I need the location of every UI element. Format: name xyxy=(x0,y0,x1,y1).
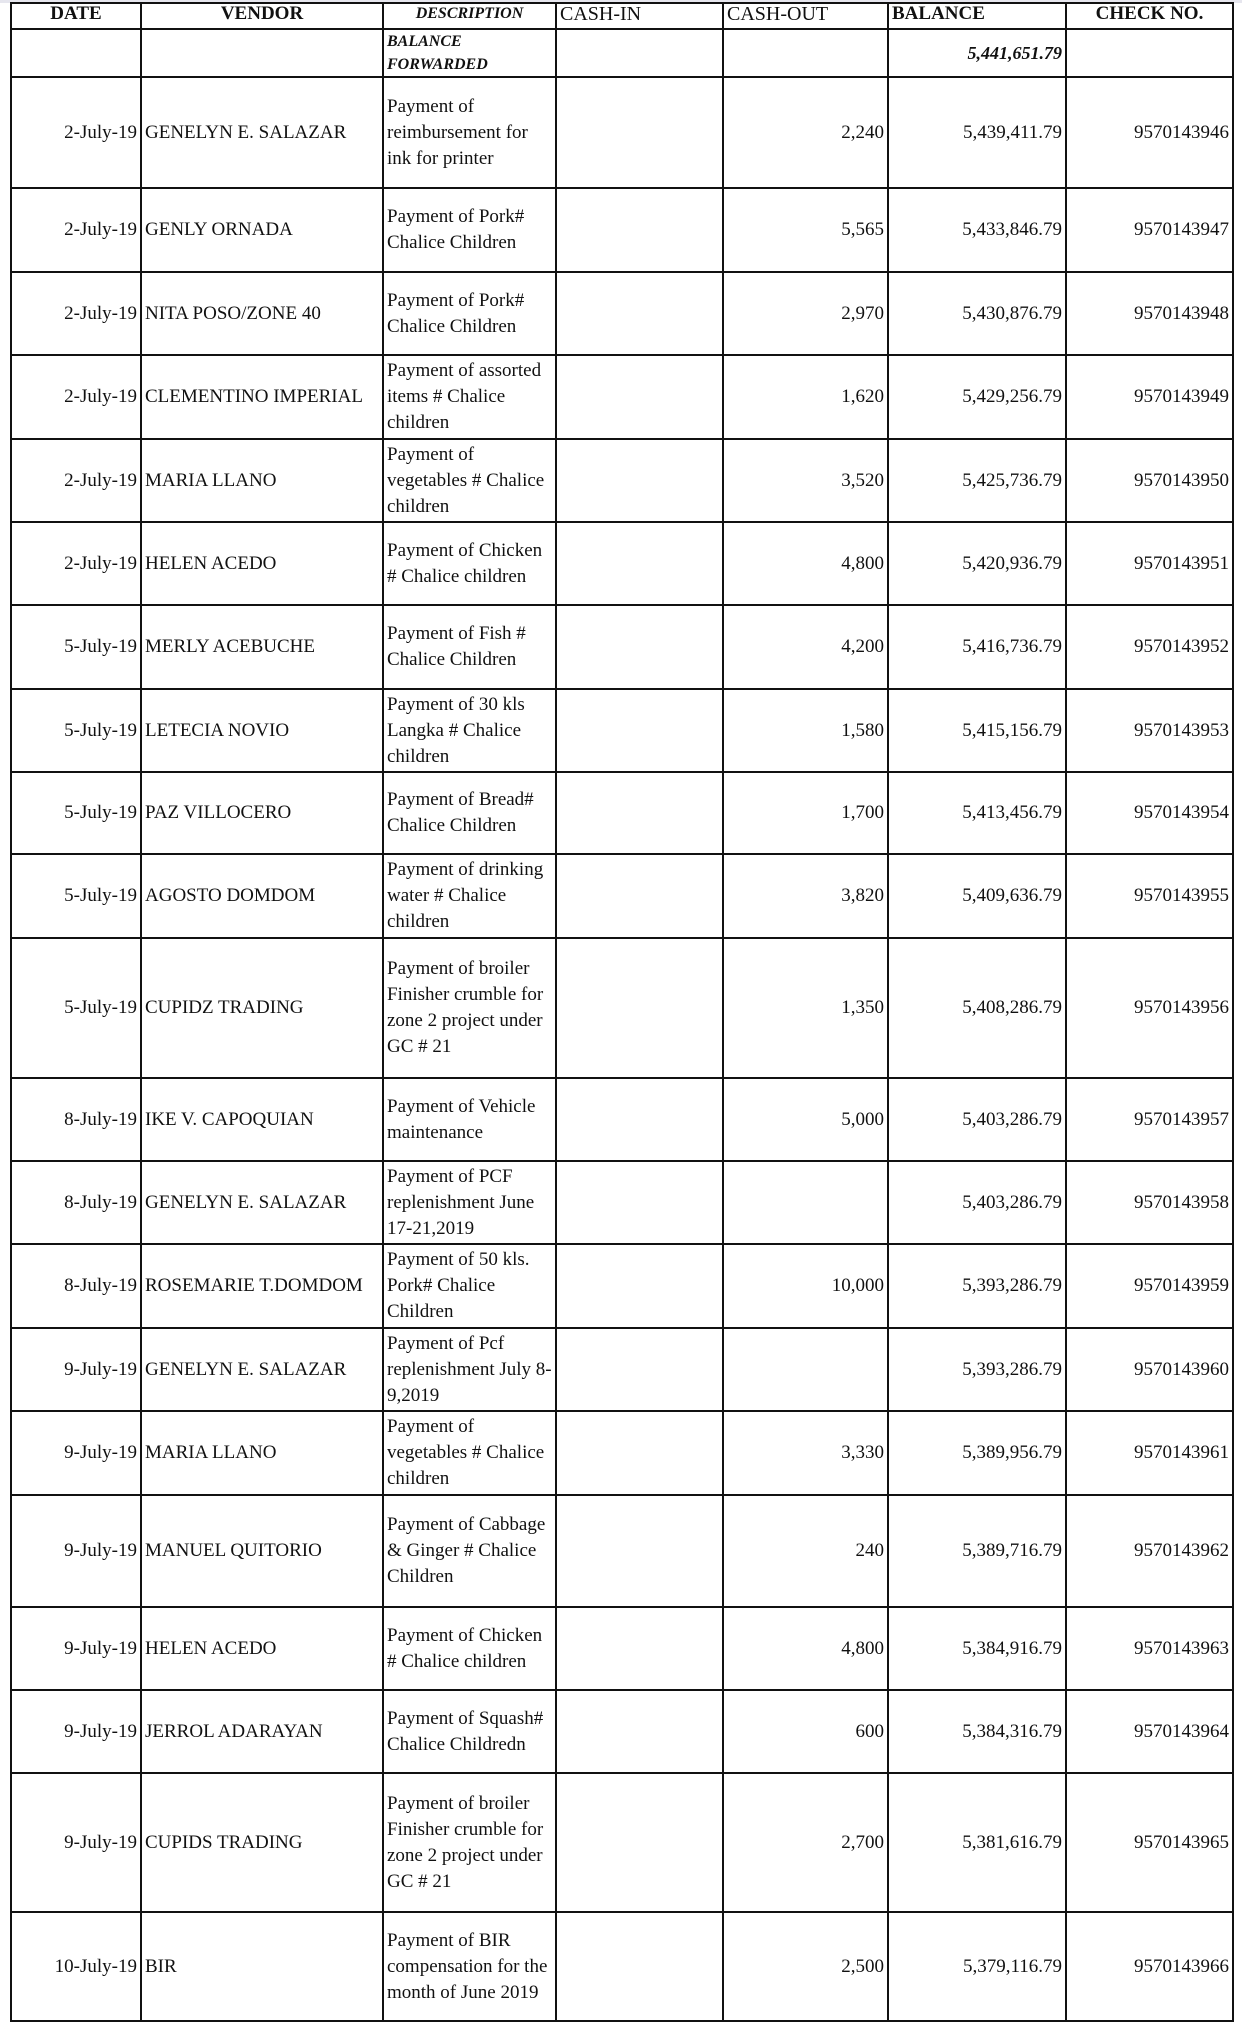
row-balance: 5,389,956.79 xyxy=(888,1411,1066,1495)
header-balance: BALANCE xyxy=(888,3,1066,29)
row-vendor: MARIA LLANO xyxy=(141,439,383,522)
row-cash-out xyxy=(723,1328,888,1411)
table-row xyxy=(11,1161,1233,1244)
table-row xyxy=(11,188,1233,272)
row-description: Payment of BIR compensation for the month of June 2019 xyxy=(383,1912,556,2021)
header-description: DESCRIPTION xyxy=(383,3,556,29)
row-cash-in xyxy=(556,605,723,689)
row-vendor: MERLY ACEBUCHE xyxy=(141,605,383,689)
row-cash-in xyxy=(556,1773,723,1912)
row-cash-out: 4,200 xyxy=(723,605,888,689)
row-balance: 5,384,316.79 xyxy=(888,1690,1066,1773)
header-check-no: CHECK NO. xyxy=(1066,3,1233,29)
row-check-no: 9570143950 xyxy=(1066,439,1233,522)
table-row xyxy=(11,854,1233,938)
row-balance: 5,430,876.79 xyxy=(888,272,1066,355)
row-date: 9-July-19 xyxy=(11,1495,141,1607)
row-date: 2-July-19 xyxy=(11,355,141,439)
row-cash-out: 1,350 xyxy=(723,938,888,1078)
table-row xyxy=(11,355,1233,439)
row-cash-out: 2,700 xyxy=(723,1773,888,1912)
bf-cash-out-cell xyxy=(723,29,888,77)
row-vendor: GENLY ORNADA xyxy=(141,188,383,272)
bf-label-cell xyxy=(383,29,556,77)
table-row xyxy=(11,77,1233,188)
table-row xyxy=(11,1773,1233,1912)
row-cash-in xyxy=(556,1328,723,1411)
row-vendor: HELEN ACEDO xyxy=(141,1607,383,1690)
row-vendor: MANUEL QUITORIO xyxy=(141,1495,383,1607)
row-cash-in xyxy=(556,272,723,355)
row-cash-in xyxy=(556,522,723,605)
table-row xyxy=(11,1912,1233,2021)
row-vendor: JERROL ADARAYAN xyxy=(141,1690,383,1773)
row-balance: 5,420,936.79 xyxy=(888,522,1066,605)
row-vendor: GENELYN E. SALAZAR xyxy=(141,1161,383,1244)
row-date: 2-July-19 xyxy=(11,522,141,605)
table-row xyxy=(11,1328,1233,1411)
row-date: 5-July-19 xyxy=(11,605,141,689)
row-check-no: 9570143948 xyxy=(1066,272,1233,355)
row-cash-out: 10,000 xyxy=(723,1244,888,1328)
header-cash-out: CASH-OUT xyxy=(723,3,888,29)
row-check-no: 9570143958 xyxy=(1066,1161,1233,1244)
row-vendor: LETECIA NOVIO xyxy=(141,689,383,772)
row-description: Payment of Bread# Chalice Children xyxy=(383,772,556,854)
row-balance: 5,433,846.79 xyxy=(888,188,1066,272)
row-cash-in xyxy=(556,1244,723,1328)
row-vendor: CUPIDS TRADING xyxy=(141,1773,383,1912)
row-description: Payment of Chicken # Chalice children xyxy=(383,1607,556,1690)
row-check-no: 9570143957 xyxy=(1066,1078,1233,1161)
row-check-no: 9570143956 xyxy=(1066,938,1233,1078)
row-date: 2-July-19 xyxy=(11,272,141,355)
table-row xyxy=(11,1690,1233,1773)
row-description: Payment of Vehicle maintenance xyxy=(383,1078,556,1161)
row-check-no: 9570143966 xyxy=(1066,1912,1233,2021)
row-check-no: 9570143949 xyxy=(1066,355,1233,439)
row-cash-out: 3,330 xyxy=(723,1411,888,1495)
bf-vendor-cell xyxy=(141,29,383,77)
table-row xyxy=(11,605,1233,689)
table-row xyxy=(11,1411,1233,1495)
row-cash-out: 5,000 xyxy=(723,1078,888,1161)
row-cash-out: 2,240 xyxy=(723,77,888,188)
row-description: Payment of Pork# Chalice Children xyxy=(383,272,556,355)
row-vendor: MARIA LLANO xyxy=(141,1411,383,1495)
row-cash-in xyxy=(556,1411,723,1495)
row-date: 8-July-19 xyxy=(11,1078,141,1161)
row-check-no: 9570143947 xyxy=(1066,188,1233,272)
row-cash-out: 4,800 xyxy=(723,1607,888,1690)
row-check-no: 9570143962 xyxy=(1066,1495,1233,1607)
table-row xyxy=(11,272,1233,355)
row-cash-in xyxy=(556,1690,723,1773)
row-cash-in xyxy=(556,1161,723,1244)
row-balance: 5,409,636.79 xyxy=(888,854,1066,938)
row-date: 2-July-19 xyxy=(11,188,141,272)
row-description: Payment of PCF replenishment June 17-21,2019 xyxy=(383,1161,556,1244)
row-balance: 5,429,256.79 xyxy=(888,355,1066,439)
row-vendor: CUPIDZ TRADING xyxy=(141,938,383,1078)
row-cash-in xyxy=(556,938,723,1078)
row-vendor: ROSEMARIE T.DOMDOM xyxy=(141,1244,383,1328)
table-row xyxy=(11,1078,1233,1161)
row-cash-out: 1,700 xyxy=(723,772,888,854)
row-check-no: 9570143952 xyxy=(1066,605,1233,689)
row-date: 5-July-19 xyxy=(11,689,141,772)
row-balance: 5,384,916.79 xyxy=(888,1607,1066,1690)
row-cash-in xyxy=(556,1495,723,1607)
row-description: Payment of assorted items # Chalice children xyxy=(383,355,556,439)
row-balance: 5,425,736.79 xyxy=(888,439,1066,522)
row-balance: 5,393,286.79 xyxy=(888,1328,1066,1411)
row-date: 9-July-19 xyxy=(11,1411,141,1495)
row-description: Payment of 30 kls Langka # Chalice children xyxy=(383,689,556,772)
row-cash-in xyxy=(556,77,723,188)
row-description: Payment of vegetables # Chalice children xyxy=(383,1411,556,1495)
row-cash-in xyxy=(556,188,723,272)
bf-balance: 5,441,651.79 xyxy=(888,29,1066,77)
row-date: 8-July-19 xyxy=(11,1161,141,1244)
row-check-no: 9570143955 xyxy=(1066,854,1233,938)
row-description: Payment of Chicken # Chalice children xyxy=(383,522,556,605)
row-description: Payment of drinking water # Chalice children xyxy=(383,854,556,938)
row-balance: 5,403,286.79 xyxy=(888,1161,1066,1244)
row-cash-in xyxy=(556,1078,723,1161)
table-row xyxy=(11,772,1233,854)
row-description: Payment of broiler Finisher crumble for zone 2 project under GC # 21 xyxy=(383,1773,556,1912)
table-row xyxy=(11,689,1233,772)
row-check-no: 9570143959 xyxy=(1066,1244,1233,1328)
row-cash-out: 240 xyxy=(723,1495,888,1607)
row-date: 8-July-19 xyxy=(11,1244,141,1328)
row-cash-out xyxy=(723,1161,888,1244)
row-cash-in xyxy=(556,355,723,439)
table-row xyxy=(11,938,1233,1078)
header-row xyxy=(11,3,1233,29)
row-cash-in xyxy=(556,689,723,772)
row-balance: 5,379,116.79 xyxy=(888,1912,1066,2021)
row-description: Payment of reimbursement for ink for printer xyxy=(383,77,556,188)
header-date: DATE xyxy=(11,3,141,29)
row-vendor: AGOSTO DOMDOM xyxy=(141,854,383,938)
row-date: 9-July-19 xyxy=(11,1773,141,1912)
bf-label-line1: BALANCE xyxy=(387,33,462,50)
row-vendor: NITA POSO/ZONE 40 xyxy=(141,272,383,355)
row-cash-out: 1,620 xyxy=(723,355,888,439)
row-cash-out: 4,800 xyxy=(723,522,888,605)
row-date: 2-July-19 xyxy=(11,439,141,522)
row-description: Payment of Squash# Chalice Childredn xyxy=(383,1690,556,1773)
row-vendor: HELEN ACEDO xyxy=(141,522,383,605)
row-check-no: 9570143965 xyxy=(1066,1773,1233,1912)
row-balance: 5,403,286.79 xyxy=(888,1078,1066,1161)
row-check-no: 9570143954 xyxy=(1066,772,1233,854)
row-cash-in xyxy=(556,439,723,522)
table-row xyxy=(11,439,1233,522)
row-date: 2-July-19 xyxy=(11,77,141,188)
row-description: Payment of 50 kls. Pork# Chalice Children xyxy=(383,1244,556,1328)
row-check-no: 9570143963 xyxy=(1066,1607,1233,1690)
header-vendor: VENDOR xyxy=(141,3,383,29)
table-row xyxy=(11,1495,1233,1607)
row-date: 5-July-19 xyxy=(11,854,141,938)
balance-forwarded-row xyxy=(11,29,1233,77)
table-row xyxy=(11,1607,1233,1690)
row-cash-in xyxy=(556,1912,723,2021)
row-vendor: GENELYN E. SALAZAR xyxy=(141,77,383,188)
row-cash-out: 5,565 xyxy=(723,188,888,272)
row-check-no: 9570143951 xyxy=(1066,522,1233,605)
row-cash-in xyxy=(556,1607,723,1690)
row-cash-in xyxy=(556,772,723,854)
row-balance: 5,439,411.79 xyxy=(888,77,1066,188)
row-cash-out: 1,580 xyxy=(723,689,888,772)
row-date: 9-July-19 xyxy=(11,1690,141,1773)
row-check-no: 9570143953 xyxy=(1066,689,1233,772)
row-balance: 5,408,286.79 xyxy=(888,938,1066,1078)
table-row xyxy=(11,1244,1233,1328)
row-balance: 5,381,616.79 xyxy=(888,1773,1066,1912)
row-check-no: 9570143946 xyxy=(1066,77,1233,188)
row-balance: 5,413,456.79 xyxy=(888,772,1066,854)
row-balance: 5,389,716.79 xyxy=(888,1495,1066,1607)
bf-date-cell xyxy=(11,29,141,77)
bf-check-cell xyxy=(1066,29,1233,77)
row-vendor: IKE V. CAPOQUIAN xyxy=(141,1078,383,1161)
cash-ledger-table xyxy=(10,2,1234,2022)
row-check-no: 9570143961 xyxy=(1066,1411,1233,1495)
row-balance: 5,393,286.79 xyxy=(888,1244,1066,1328)
row-check-no: 9570143960 xyxy=(1066,1328,1233,1411)
row-date: 5-July-19 xyxy=(11,772,141,854)
row-description: Payment of Fish # Chalice Children xyxy=(383,605,556,689)
row-date: 5-July-19 xyxy=(11,938,141,1078)
row-date: 9-July-19 xyxy=(11,1607,141,1690)
row-vendor: BIR xyxy=(141,1912,383,2021)
row-date: 10-July-19 xyxy=(11,1912,141,2021)
row-date: 9-July-19 xyxy=(11,1328,141,1411)
row-description: Payment of Pork# Chalice Children xyxy=(383,188,556,272)
row-balance: 5,415,156.79 xyxy=(888,689,1066,772)
row-cash-out: 600 xyxy=(723,1690,888,1773)
bf-label-line2: FORWARDED xyxy=(387,56,488,73)
row-description: Payment of vegetables # Chalice children xyxy=(383,439,556,522)
bf-cash-in-cell xyxy=(556,29,723,77)
row-description: Payment of broiler Finisher crumble for zone 2 project under GC # 21 xyxy=(383,938,556,1078)
header-cash-in: CASH-IN xyxy=(556,3,723,29)
row-cash-out: 3,520 xyxy=(723,439,888,522)
row-vendor: PAZ VILLOCERO xyxy=(141,772,383,854)
row-cash-out: 2,500 xyxy=(723,1912,888,2021)
row-vendor: CLEMENTINO IMPERIAL xyxy=(141,355,383,439)
row-cash-out: 3,820 xyxy=(723,854,888,938)
table-row xyxy=(11,522,1233,605)
row-check-no: 9570143964 xyxy=(1066,1690,1233,1773)
row-description: Payment of Pcf replenishment July 8-9,2019 xyxy=(383,1328,556,1411)
row-balance: 5,416,736.79 xyxy=(888,605,1066,689)
row-cash-in xyxy=(556,854,723,938)
row-vendor: GENELYN E. SALAZAR xyxy=(141,1328,383,1411)
row-cash-out: 2,970 xyxy=(723,272,888,355)
row-description: Payment of Cabbage & Ginger # Chalice Children xyxy=(383,1495,556,1607)
